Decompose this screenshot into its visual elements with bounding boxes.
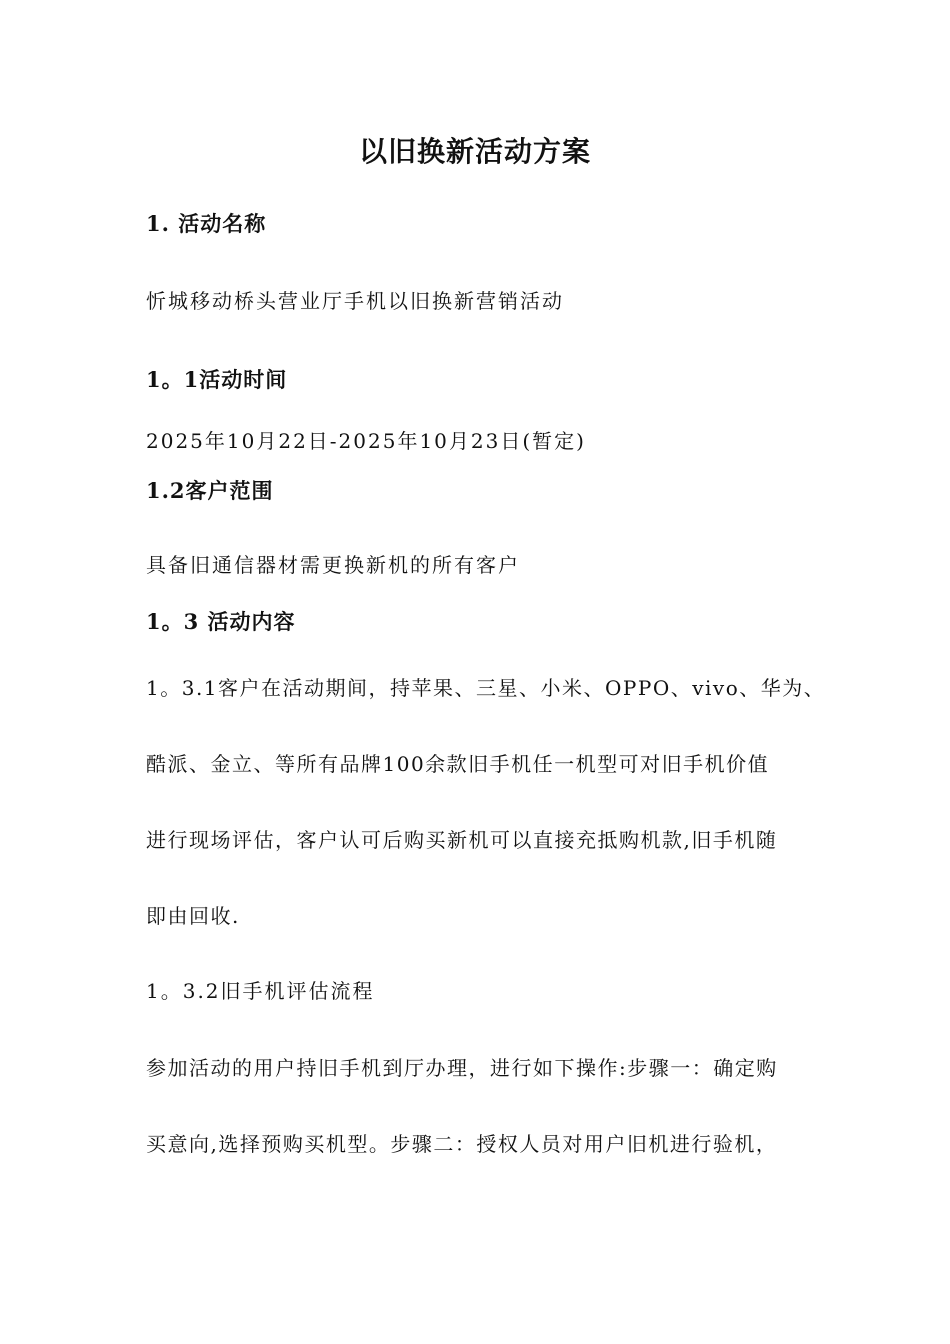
section-heading-activity-content: 1。3 活动内容 [146,609,296,634]
activity-time-text: 2025年10月22日-2025年10月23日(暂定) [146,429,586,453]
paragraph-line: 酷派、金立、等所有品牌100余款旧手机任一机型可对旧手机价值 [146,752,770,776]
section-heading-evaluation-process: 1。3.2旧手机评估流程 [146,979,375,1003]
section-heading-activity-name: 1. 活动名称 [146,211,267,236]
paragraph-line: 参加活动的用户持旧手机到厅办理，进行如下操作:步骤一：确定购 [146,1056,778,1080]
section-heading-customer-scope: 1.2客户范围 [146,478,274,503]
activity-content-paragraph [146,650,836,954]
document-title: 以旧换新活动方案 [358,135,591,168]
evaluation-process-paragraph [146,1030,836,1182]
paragraph-line: 即由回收. [146,904,240,928]
paragraph-line: 进行现场评估，客户认可后购买新机可以直接充抵购机款,旧手机随 [146,828,778,852]
paragraph-line: 买意向,选择预购买机型。步骤二：授权人员对用户旧机进行验机， [146,1132,778,1156]
section-heading-activity-time: 1。1活动时间 [146,367,288,392]
paragraph-line: 1。3.1客户在活动期间，持苹果、三星、小米、OPPO、vivo、华为、 [146,676,826,700]
customer-scope-text: 具备旧通信器材需更换新机的所有客户 [146,553,520,577]
activity-name-text: 忻城移动桥头营业厅手机以旧换新营销活动 [146,289,564,313]
